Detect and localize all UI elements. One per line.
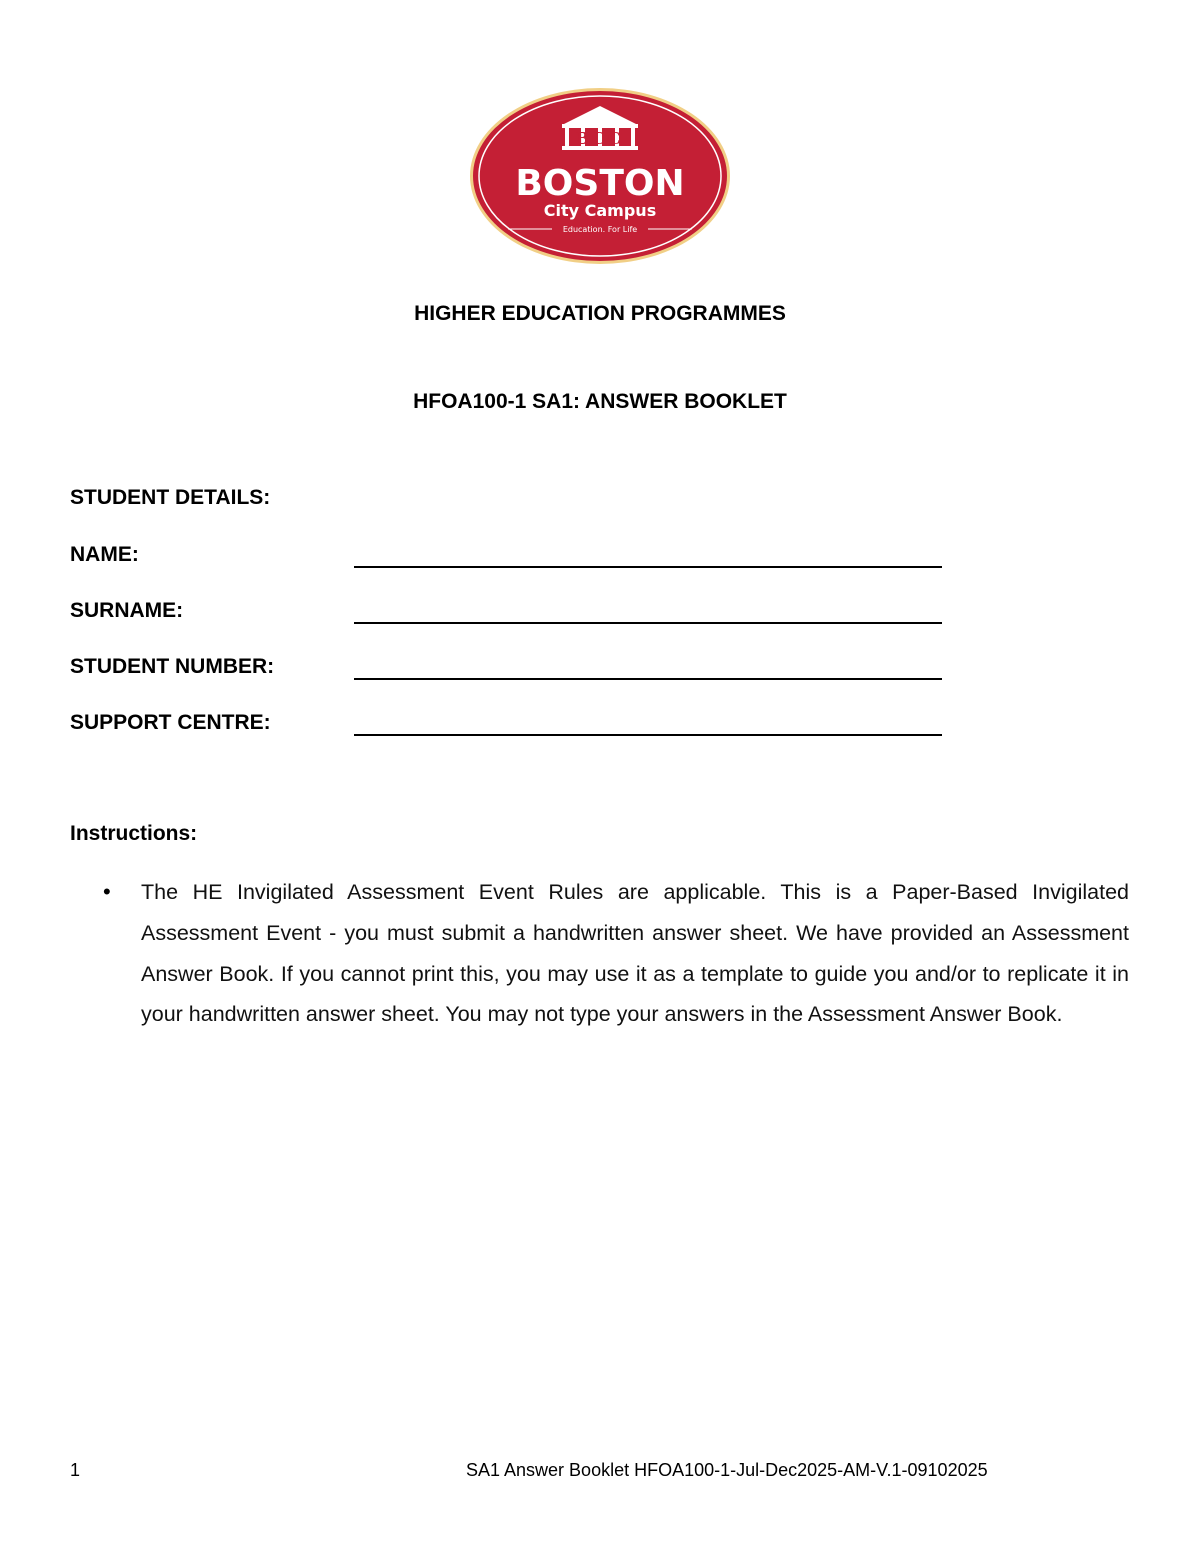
logo-tagline: Education. For Life [562,225,638,234]
logo-initials: BCC [576,128,624,148]
student-details-title: STUDENT DETAILS: [70,486,271,509]
programme-heading: HIGHER EDUCATION PROGRAMMES [414,302,786,325]
page-number: 1 [70,1460,81,1480]
instructions-title: Instructions: [70,822,198,845]
booklet-title: HFOA100-1 SA1: ANSWER BOOKLET [413,390,787,413]
surname-label: SURNAME: [70,599,184,622]
support-centre-line[interactable] [354,734,942,736]
logo-name: BOSTON [515,163,685,204]
name-line[interactable] [354,566,942,568]
name-label: NAME: [70,543,139,566]
footer-document-id: SA1 Answer Booklet HFOA100-1-Jul-Dec2025-AM-V.1-09102025 [466,1460,988,1480]
support-centre-label: SUPPORT CENTRE: [70,711,271,734]
student-number-line[interactable] [354,678,942,680]
student-number-label: STUDENT NUMBER: [70,655,275,678]
bullet-icon: • [103,879,111,904]
boston-city-campus-logo [468,86,732,266]
logo-subtitle: City Campus [543,201,657,220]
instruction-item: The HE Invigilated Assessment Event Rules are applicable. This is a Paper-Based Invigilated Assessment Event - you must submit a handwritten answer sheet. We have provided an Assessment Answer Book. If you cannot print this, you may use it as a template to guide you and/or to replicate it in your handwritten answer sheet. You may not type your answers in the Assessment Answer Book. [141,880,1129,1027]
surname-line[interactable] [354,622,942,624]
